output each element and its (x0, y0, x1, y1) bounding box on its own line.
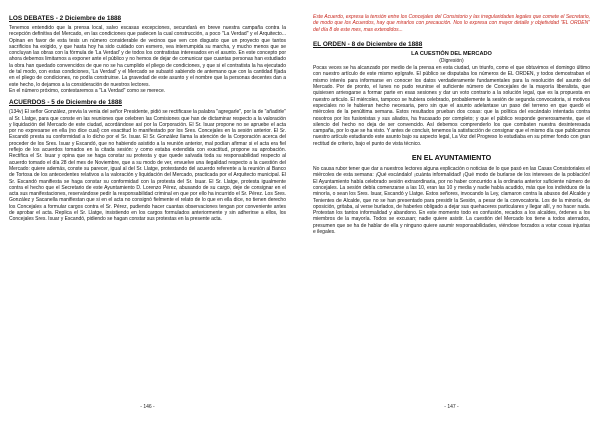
left-page (9, 14, 286, 410)
editor-note: Este Acuerdo, expresa la tensión entre los Concejales del Consistorio y las irregularidades legales que comete el Secretario, de modo que los Acuerdos, hay que mirarlos con precaución. Nos lo expresa con mayor detalle y objetividad "EL ORDEN" del día 8 de este mes, mas extendidos... (313, 14, 590, 33)
article-heading: ACUERDOS - 5 de Diciembre de 1888 (9, 99, 122, 107)
section-body: No causa rubor tener que dar a nuestros lectores alguna explicación o noticias de lo que pasó en las Casas Consistoriales el miércoles de esta semana: ¡Qué escándalo! ¡cuánta informalidad! ¡Qué modo de burlarse de los intereses de la población! El Ayuntamiento había celebrado sesión extraordinaria, por no haber concurrido a la ordinaria anterior suficiente número de concejales. La sesión debía comenzarse a las 10, eran las 10 y media y nadie había acudido, más que los individuos de la minoría, o sean los Sres. Isuar, Escandó y Llatge. Estos señores, invocando la Ley, clamaron contra la abusos del Alcalde y Tenientes de Alcalde, que no se han presentado para presidir la Sesión, a pesar de la convocatoria. Los de la minoría, de oposición, gritaba, al verse burlados, de haberles obligado a dejar sus quehaceres particulares y llegar allí, y no hacer nada. Protestan los tantos informalidad y abandono. En este momento todo es confusión, recados a los alcaldes, órdenes a los miembros de la mayoría. Todos se excusan; nadie quiere asistir. La cuestión del Mercado los tiene a todos aterrados, presumen que se ha de hablar de ella y ninguno quiere asumir responsabilidades, viéndose forzados a votar cosas injustas e ilegales. (313, 166, 590, 236)
article-subtitle: (Digresión) (439, 57, 464, 64)
article-title: LA CUESTIÓN DEL MERCADO (411, 50, 492, 57)
section-ayuntamiento (313, 153, 590, 235)
article-el-orden (313, 41, 590, 147)
article-heading: LOS DEBATES - 2 Diciembre de 1888 (9, 15, 122, 22)
right-page (313, 14, 590, 410)
page-number: - 146 - (140, 404, 155, 410)
article-closing: En el número próximo, contestaremos a "La Verdad" como se merece. (9, 87, 166, 94)
article-body: (134v) El señor González, previa la venia del señor Presidente, pidió se rectificase la palabra "agregarle", por la de "añadirle" al Sr. Llatge, para que conste en las reuniones que celebren las Comisiones que han de dictaminar respecto a la valoración y liquidación del Mercado de este ciudad, acordándose así por la Corporación. El Sr. Isuar propone no se apruebe el acta por no expresarse en ella (no dice cual) con exactitud lo manifestado por los Sres. Concejales en la sesión anterior. El Sr. Escandó presta su conformidad a lo dicho por el Sr. Isuar. El Sr. González llama la atención de la Corporación acerca del proceder de los Sres. Isuar y Escandó, que no habiendo asistido a la reunión anterior, mal podían afirmar si el acta era fiel reflejo de los acuerdos tomados en la citada sesión: y como estaba extendida con exactitud, propone su aprobación. Rectifica el Sr. Isuar y opina que se haga constar su protesta y que quede salvada toda su responsabilidad respecto al acuerdo tomado el día 28 del mes de Noviembre, que a su modo de ver, envuelve una ilegalidad respecto a la cuestión del Mercado: quiere además, conste su parecer, igual al del Sr. Llatge, protestando del acuerdo referente a la reunión al Banco de Tortosa de los antecedentes relativos a la valoración y liquidación del Mercado, practicada por el Arquitecto municipal. El Sr. Escandó manifiesta se haga constar su conformidad con la protesta del Sr. Isuar. El Sr. Llatge, protesta igualmente contra el hecho que el Secretario de este Ayuntamiento D. Lorenzo Pérez, abusando de su cargo, deje de consignar en el acta sus manifestaciones, reservándose pedir la responsabilidad criminal en que por ello ha incurrido el Sr. Pérez. Los Sres. González y Sacanella manifiestan que si en el acta no consignó fielmente el relato de lo que en ella dice, no tienen derecho los Concejales a formular cargos contra el Sr. Pérez, pudiendo hacer cuantas observaciones tengan por conveniente antes de aprobar el acta. Replica el Sr. Llatge, insistiendo en los cargos formulados anteriormente y sin adherirse a ellos, los Concejales Sres. Isuar y Escandó, pidiendo se hagan constar sus protestas en la presente acta. (9, 109, 286, 223)
section-title: EN EL AYUNTAMIENTO (411, 153, 492, 163)
article-los-debates (9, 15, 286, 94)
article-acuerdos (9, 99, 286, 222)
article-body: Tenemos entendido que la prensa local, salvo escasas excepciones, secundará en breve nuestra campaña contra la recepción definitiva del Mercado, en las condiciones que padecen la cual construcción, a poco "La Verdad" y el Arquitecto... Opinan en favor de esta tesis un número considerable de vecinos que ven con disgusto que un proyecto que tantos sacrificios ha exigido, y que hasta hoy ha sido cuidado con esmero, vea interrumpida su marcha, y mucho menos que se concluyan las obras con la fórmula de 'La Verdad' y de todos los contratistas interesados en el asunto. En este concepto por ahora debemos limitarnos a exponer ante el público y no hemos de dejar de comunicar que cuantas personas han estudiado la obra han quedado convencidos de que no se ha cumplido el pliego de condiciones, y que si el contratista la ha ejecutado de tal modo, con estas condiciones, 'La Verdad' y el Mercado se subastó sabiendo de antemano que con la cantidad fijada en el pliego de condiciones, no podía construirse. La gravedad de este asunto y el nombre que la personas decentes dan a este hecho, lo dejamos a la consideración de nuestros lectores. (9, 25, 286, 88)
article-body: Pocas veces se ha alcanzado por medio de la prensa en esta ciudad, un triunfo, como el que obtuvimos el domingo último con nuestro artículo de este mismo epígrafe. El público se disputaba los números de EL ORDEN, y todos demostraban el mismo interés para informarse en conocer los datos verdaderamente fundamentales para la resolución del asunto del Mercado. Por de pronto, el lunes no pudo reunirse el suficiente número de Concejales de la mayoría liberalista, que quisiesen arriesgarse a formar parte en esas sesiones y dar un voto contrario a la solución legal, que es la propuesta en nuestro articulo. El miércoles, tampoco se hubiera celebrado, probablemente la sesión de segunda convocatoria, si motivos especiales no le hubieran hecho necesaria, pero sin que el asunto adelantase un paso del terreno en que quedó el miércoles de la penúltima semana. Estos resultados prueban dos cosas: que la política del escándalo intentada contra nosotros por los fusionistas y sus aliados, ha fracasado por completo; y que el público responde generosamente, que el silencio del hecho no deja de ser convencido. Así debemos comprenderlo los que combaten nuestra desinteresada campaña, por lo que se ha visto. Y antes de concluir, tenemos la satisfacción de consignar que el mismo día que publicamos nuestro artículo estudiando este asunto bajo su aspecto legal, La Voz del Progreso lo estudiaba en su primer fondo con gran rectitud de criterio, bajo el punto de vista técnico. (313, 65, 590, 147)
page-number: - 147 - (444, 404, 459, 410)
article-heading: EL ORDEN - 8 de Diciembre de 1888 (313, 40, 423, 48)
